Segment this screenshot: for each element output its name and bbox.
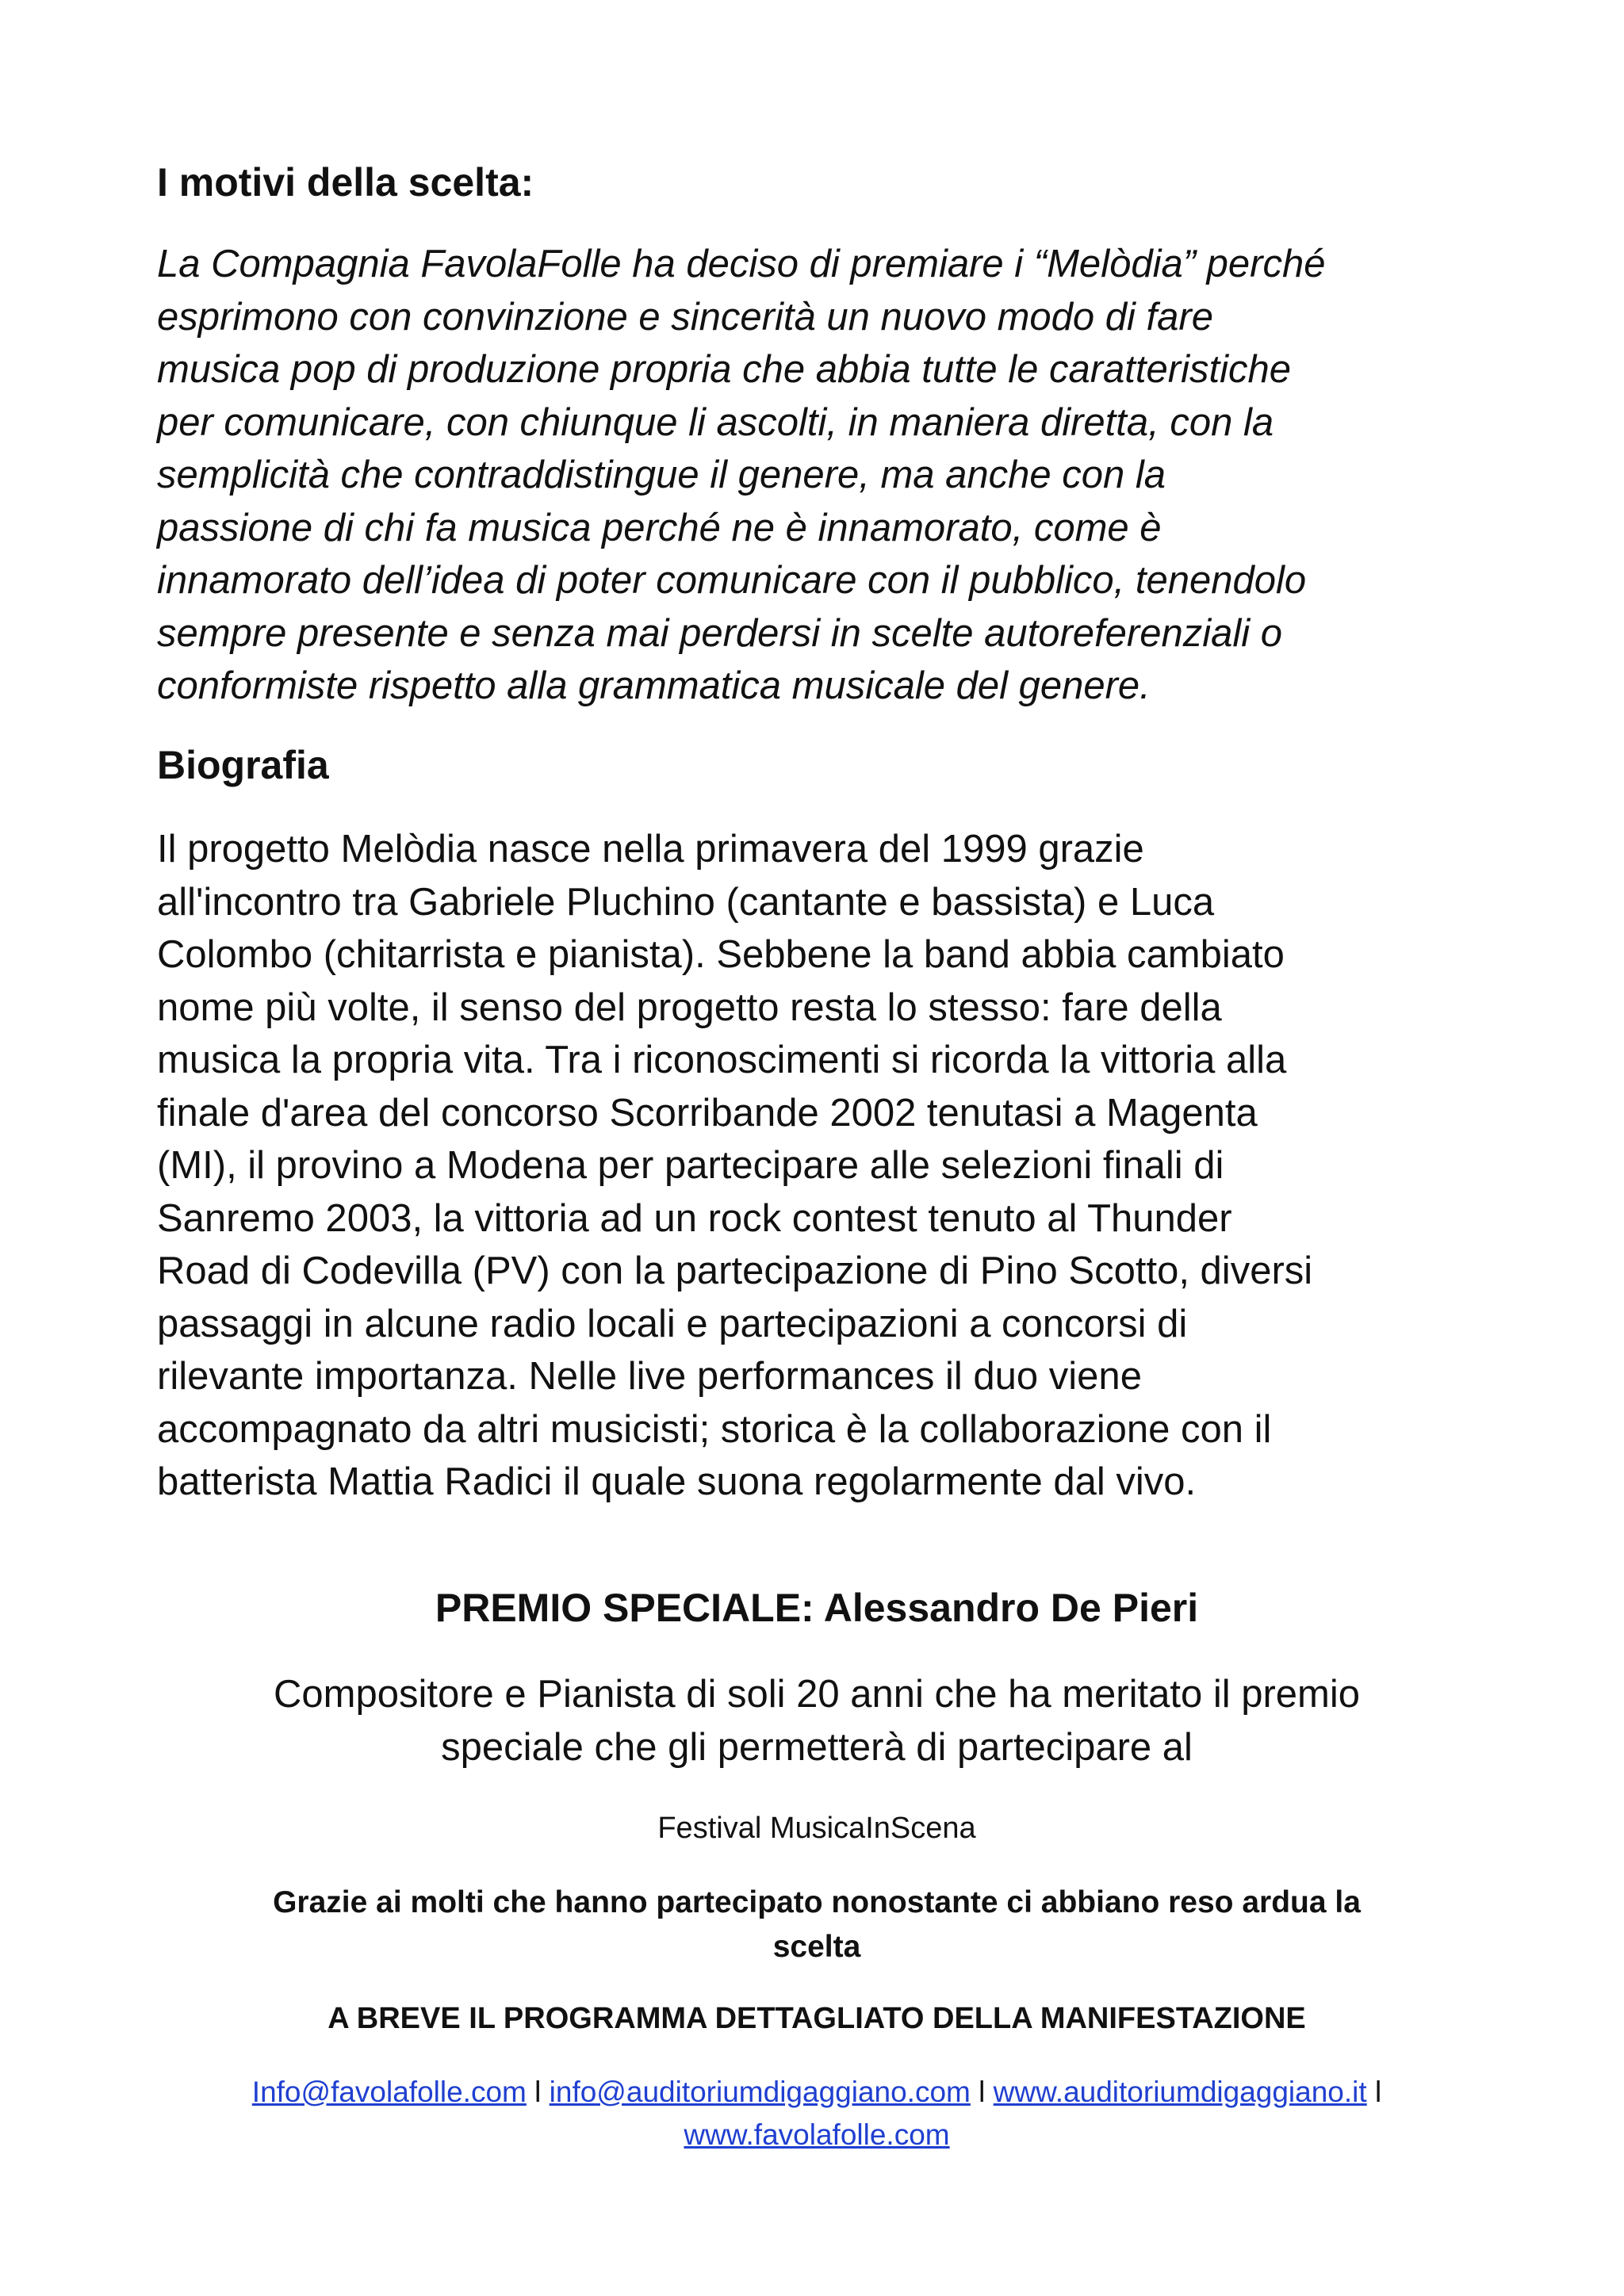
website-link-auditorium[interactable]: www.auditoriumdigaggiano.it — [993, 2076, 1367, 2108]
link-separator: l — [1374, 2076, 1382, 2108]
email-link-favolafolle[interactable]: Info@favolafolle.com — [251, 2076, 527, 2108]
biografia-heading: Biografia — [157, 743, 329, 787]
premio-speciale-paragraph: Compositore e Pianista di soli 20 anni che ha meritato il premio speciale che gli permetterà di partecipare al — [274, 1673, 1360, 1769]
motivi-heading: I motivi della scelta: — [157, 160, 534, 205]
premio-speciale-heading: PREMIO SPECIALE: Alessandro De Pieri — [435, 1586, 1199, 1630]
link-separator: l — [534, 2076, 542, 2108]
link-separator: l — [979, 2076, 986, 2108]
website-link-favolafolle[interactable]: www.favolafolle.com — [684, 2118, 950, 2151]
contact-links — [119, 2071, 1515, 2156]
motivi-paragraph: La Compagnia FavolaFolle ha deciso di premiare i “Melòdia” perché esprimono con convinzione e sincerità un nuovo modo di fare musica pop di produzione propria che abbia tutte le caratteristiche per comunicare, con chiunque li ascolti, in maniera diretta, con la semplicità che contraddistingue il genere, ma anche con la passione di chi fa musica perché ne è innamorato, come è innamorato dell’idea di poter comunicare con il pubblico, tenendolo sempre presente e senza mai perdersi in scelte autoreferenziali o conformiste rispetto alla grammatica musicale del genere. — [157, 243, 1326, 707]
email-link-auditorium[interactable]: info@auditoriumdigaggiano.com — [549, 2076, 971, 2108]
biografia-paragraph: Il progetto Melòdia nasce nella primavera del 1999 grazie all'incontro tra Gabriele Pluchino (cantante e bassista) e Luca Colombo (chitarrista e pianista). Sebbene la band abbia cambiato nome più volte, il senso del progetto resta lo stesso: fare della musica la propria vita. Tra i riconoscimenti si ricorda la vittoria alla finale d'area del concorso Scorribande 2002 tenutasi a Magenta (MI), il provino a Modena per partecipare alle selezioni finali di Sanremo 2003, la vittoria ad un rock contest tenuto al Thunder Road di Codevilla (PV) con la partecipazione di Pino Scotto, diversi passaggi in alcune radio locali e partecipazioni a concorsi di rilevante importanza. Nelle live performances il duo viene accompagnato da altri musicisti; storica è la collaborazione con il batterista Mattia Radici il quale suona regolarmente dal vivo. — [157, 828, 1313, 1503]
festival-name: Festival MusicaInScena — [657, 1812, 976, 1845]
program-announcement: A BREVE IL PROGRAMMA DETTAGLIATO DELLA MANIFESTAZIONE — [327, 2002, 1306, 2035]
thanks-note: Grazie ai molti che hanno partecipato nonostante ci abbiano reso ardua la scelta — [273, 1885, 1361, 1964]
